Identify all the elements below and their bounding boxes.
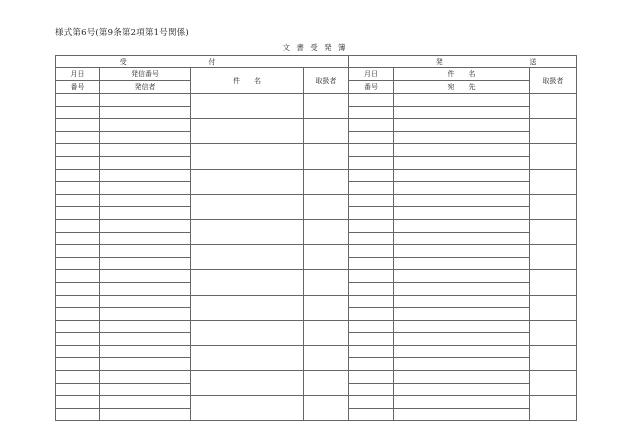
entry-row-top: [56, 119, 577, 132]
send-address-header: 宛 先: [394, 81, 530, 94]
entry-row-top: [56, 371, 577, 384]
receive-handler-cell[interactable]: [304, 371, 349, 396]
entry-row-top: [56, 245, 577, 258]
receive-sender-no-header: 発信番号: [100, 68, 191, 81]
receive-sender-no-cell[interactable]: [100, 320, 191, 333]
send-number-cell[interactable]: [349, 308, 394, 321]
entry-row-top: [56, 295, 577, 308]
send-number-cell[interactable]: [349, 207, 394, 220]
receive-handler-cell[interactable]: [304, 345, 349, 370]
entry-row-top: [56, 320, 577, 333]
receive-subject-cell[interactable]: [191, 94, 304, 119]
send-date-cell[interactable]: [349, 320, 394, 333]
receive-sender-no-cell[interactable]: [100, 219, 191, 232]
send-number-cell[interactable]: [349, 257, 394, 270]
receive-number-cell[interactable]: [56, 358, 100, 371]
send-number-cell[interactable]: [349, 232, 394, 245]
receive-number-header: 番号: [56, 81, 100, 94]
receive-date-cell[interactable]: [56, 94, 100, 107]
document-title: 文 書 受 発 簿: [282, 43, 348, 52]
send-handler-cell[interactable]: [530, 345, 577, 370]
receive-handler-cell[interactable]: [304, 245, 349, 270]
send-date-cell[interactable]: [349, 345, 394, 358]
receive-handler-cell[interactable]: [304, 396, 349, 421]
receive-sender-cell[interactable]: [100, 383, 191, 396]
send-subject-cell[interactable]: [394, 320, 530, 333]
send-handler-cell[interactable]: [530, 219, 577, 244]
receive-handler-cell[interactable]: [304, 270, 349, 295]
receive-subject-cell[interactable]: [191, 320, 304, 345]
send-handler-header: 取扱者: [530, 68, 577, 94]
send-address-cell[interactable]: [394, 282, 530, 295]
receive-date-cell[interactable]: [56, 396, 100, 409]
send-subject-cell[interactable]: [394, 219, 530, 232]
receive-number-cell[interactable]: [56, 333, 100, 346]
send-address-cell[interactable]: [394, 156, 530, 169]
receive-sender-no-cell[interactable]: [100, 295, 191, 308]
send-date-cell[interactable]: [349, 295, 394, 308]
section-header-row: [56, 56, 577, 68]
send-section-label-left: 発: [349, 56, 530, 68]
receive-subject-cell[interactable]: [191, 245, 304, 270]
send-address-cell[interactable]: [394, 383, 530, 396]
receive-sender-no-cell[interactable]: [100, 169, 191, 182]
send-number-cell[interactable]: [349, 383, 394, 396]
send-section-label-right: 送: [530, 56, 577, 68]
send-number-cell[interactable]: [349, 408, 394, 421]
send-address-cell[interactable]: [394, 207, 530, 220]
receive-date-cell[interactable]: [56, 295, 100, 308]
receive-number-cell[interactable]: [56, 257, 100, 270]
receive-sender-cell[interactable]: [100, 358, 191, 371]
receive-subject-cell[interactable]: [191, 144, 304, 169]
form-reference: 様式第6号(第9条第2項第1号関係): [55, 28, 189, 38]
receive-handler-cell[interactable]: [304, 219, 349, 244]
send-handler-cell[interactable]: [530, 320, 577, 345]
send-address-cell[interactable]: [394, 182, 530, 195]
receive-date-cell[interactable]: [56, 219, 100, 232]
send-number-cell[interactable]: [349, 282, 394, 295]
send-handler-cell[interactable]: [530, 371, 577, 396]
send-number-cell[interactable]: [349, 333, 394, 346]
send-date-cell[interactable]: [349, 219, 394, 232]
entry-row-top: [56, 144, 577, 157]
send-handler-cell[interactable]: [530, 144, 577, 169]
send-address-cell[interactable]: [394, 257, 530, 270]
receive-sender-no-cell[interactable]: [100, 371, 191, 384]
receive-sender-cell[interactable]: [100, 156, 191, 169]
send-subject-cell[interactable]: [394, 245, 530, 258]
receive-sender-cell[interactable]: [100, 131, 191, 144]
receive-date-cell[interactable]: [56, 345, 100, 358]
receive-handler-cell[interactable]: [304, 119, 349, 144]
send-handler-cell[interactable]: [530, 169, 577, 194]
entry-row-top: [56, 94, 577, 107]
send-address-cell[interactable]: [394, 358, 530, 371]
send-date-cell[interactable]: [349, 94, 394, 107]
send-subject-cell[interactable]: [394, 345, 530, 358]
receive-number-cell[interactable]: [56, 131, 100, 144]
send-date-cell[interactable]: [349, 144, 394, 157]
send-number-cell[interactable]: [349, 106, 394, 119]
send-date-header: 月日: [349, 68, 394, 81]
receive-subject-cell[interactable]: [191, 270, 304, 295]
receive-section-label-right: 付: [191, 56, 349, 68]
receive-date-cell[interactable]: [56, 119, 100, 132]
receive-sender-cell[interactable]: [100, 408, 191, 421]
receive-number-cell[interactable]: [56, 408, 100, 421]
receive-subject-cell[interactable]: [191, 396, 304, 421]
receive-handler-cell[interactable]: [304, 169, 349, 194]
receive-sender-no-cell[interactable]: [100, 270, 191, 283]
receive-handler-header: 取扱者: [304, 68, 349, 94]
send-date-cell[interactable]: [349, 169, 394, 182]
receive-sender-cell[interactable]: [100, 257, 191, 270]
receive-sender-no-cell[interactable]: [100, 345, 191, 358]
send-date-cell[interactable]: [349, 270, 394, 283]
send-number-cell[interactable]: [349, 182, 394, 195]
send-subject-cell[interactable]: [394, 295, 530, 308]
send-date-cell[interactable]: [349, 371, 394, 384]
send-handler-cell[interactable]: [530, 270, 577, 295]
send-handler-cell[interactable]: [530, 245, 577, 270]
receive-number-cell[interactable]: [56, 383, 100, 396]
entry-row-top: [56, 396, 577, 409]
send-number-header: 番号: [349, 81, 394, 94]
receive-handler-cell[interactable]: [304, 144, 349, 169]
receive-sender-cell[interactable]: [100, 207, 191, 220]
column-header-row-1: [56, 68, 577, 81]
receive-sender-no-cell[interactable]: [100, 194, 191, 207]
send-address-cell[interactable]: [394, 106, 530, 119]
receive-sender-no-cell[interactable]: [100, 396, 191, 409]
send-date-cell[interactable]: [349, 119, 394, 132]
receive-subject-cell[interactable]: [191, 295, 304, 320]
send-number-cell[interactable]: [349, 156, 394, 169]
send-handler-cell[interactable]: [530, 396, 577, 421]
receive-date-cell[interactable]: [56, 371, 100, 384]
receive-subject-cell[interactable]: [191, 119, 304, 144]
entry-row-top: [56, 194, 577, 207]
ledger-table: [55, 55, 577, 421]
send-handler-cell[interactable]: [530, 119, 577, 144]
send-handler-cell[interactable]: [530, 194, 577, 219]
receive-sender-no-cell[interactable]: [100, 144, 191, 157]
entry-row-top: [56, 169, 577, 182]
send-subject-cell[interactable]: [394, 194, 530, 207]
receive-sender-header: 発信者: [100, 81, 191, 94]
send-address-cell[interactable]: [394, 308, 530, 321]
receive-number-cell[interactable]: [56, 156, 100, 169]
receive-sender-cell[interactable]: [100, 308, 191, 321]
send-date-cell[interactable]: [349, 194, 394, 207]
receive-sender-no-cell[interactable]: [100, 119, 191, 132]
receive-number-cell[interactable]: [56, 106, 100, 119]
receive-number-cell[interactable]: [56, 308, 100, 321]
receive-date-cell[interactable]: [56, 320, 100, 333]
receive-subject-cell[interactable]: [191, 219, 304, 244]
receive-number-cell[interactable]: [56, 282, 100, 295]
receive-date-header: 月日: [56, 68, 100, 81]
send-subject-cell[interactable]: [394, 270, 530, 283]
receive-subject-cell[interactable]: [191, 345, 304, 370]
receive-subject-header: 件 名: [191, 68, 304, 94]
receive-number-cell[interactable]: [56, 182, 100, 195]
entry-row-top: [56, 270, 577, 283]
receive-date-cell[interactable]: [56, 169, 100, 182]
send-address-cell[interactable]: [394, 333, 530, 346]
receive-handler-cell[interactable]: [304, 194, 349, 219]
receive-sender-no-cell[interactable]: [100, 245, 191, 258]
send-handler-cell[interactable]: [530, 94, 577, 119]
receive-number-cell[interactable]: [56, 232, 100, 245]
receive-subject-cell[interactable]: [191, 194, 304, 219]
send-subject-cell[interactable]: [394, 94, 530, 107]
send-address-cell[interactable]: [394, 408, 530, 421]
send-date-cell[interactable]: [349, 245, 394, 258]
receive-subject-cell[interactable]: [191, 371, 304, 396]
send-number-cell[interactable]: [349, 358, 394, 371]
receive-date-cell[interactable]: [56, 144, 100, 157]
entry-row-top: [56, 345, 577, 358]
send-subject-cell[interactable]: [394, 371, 530, 384]
receive-date-cell[interactable]: [56, 270, 100, 283]
send-address-cell[interactable]: [394, 232, 530, 245]
receive-sender-cell[interactable]: [100, 106, 191, 119]
receive-sender-cell[interactable]: [100, 182, 191, 195]
receive-sender-no-cell[interactable]: [100, 94, 191, 107]
send-subject-cell[interactable]: [394, 396, 530, 409]
receive-handler-cell[interactable]: [304, 295, 349, 320]
send-subject-cell[interactable]: [394, 144, 530, 157]
send-date-cell[interactable]: [349, 396, 394, 409]
receive-sender-cell[interactable]: [100, 282, 191, 295]
receive-sender-cell[interactable]: [100, 333, 191, 346]
receive-handler-cell[interactable]: [304, 320, 349, 345]
receive-section-label-left: 受: [56, 56, 191, 68]
receive-handler-cell[interactable]: [304, 94, 349, 119]
receive-date-cell[interactable]: [56, 194, 100, 207]
send-subject-header: 件 名: [394, 68, 530, 81]
entry-row-top: [56, 219, 577, 232]
receive-subject-cell[interactable]: [191, 169, 304, 194]
receive-number-cell[interactable]: [56, 207, 100, 220]
send-address-cell[interactable]: [394, 131, 530, 144]
send-handler-cell[interactable]: [530, 295, 577, 320]
send-number-cell[interactable]: [349, 131, 394, 144]
receive-sender-cell[interactable]: [100, 232, 191, 245]
send-subject-cell[interactable]: [394, 169, 530, 182]
receive-date-cell[interactable]: [56, 245, 100, 258]
send-subject-cell[interactable]: [394, 119, 530, 132]
